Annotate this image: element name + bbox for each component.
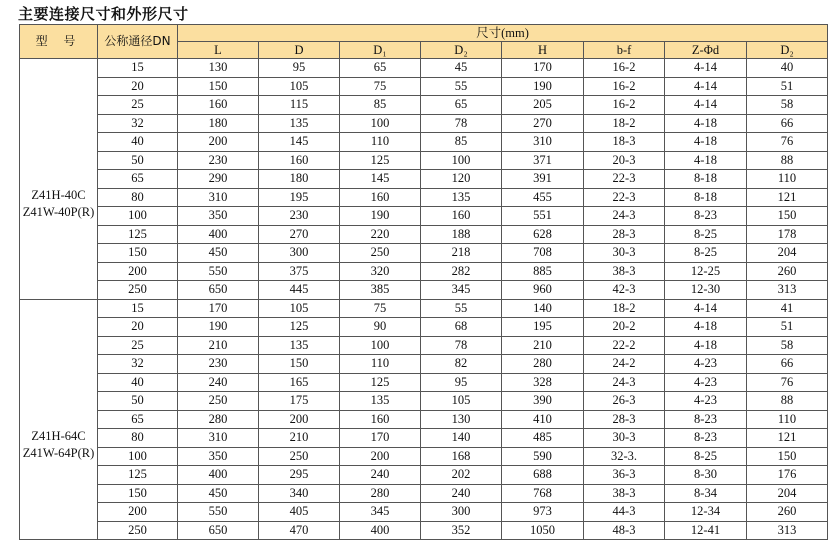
dimension-cell: 4-18	[665, 114, 747, 133]
nominal-diameter-cell: 250	[98, 521, 178, 540]
dimension-cell: 240	[178, 373, 259, 392]
dimension-cell: 270	[259, 225, 340, 244]
dimension-cell: 280	[502, 355, 584, 374]
dimension-cell: 391	[502, 170, 584, 189]
dimension-cell: 160	[178, 96, 259, 115]
dimension-cell: 175	[259, 392, 340, 411]
table-row	[20, 151, 828, 170]
dimension-cell: 100	[340, 114, 421, 133]
dimension-cell: 230	[178, 355, 259, 374]
nominal-diameter-cell: 25	[98, 96, 178, 115]
dimension-cell: 204	[747, 484, 828, 503]
dimension-cell: 160	[421, 207, 502, 226]
dimension-cell: 973	[502, 503, 584, 522]
dimension-cell: 68	[421, 318, 502, 337]
dimension-cell: 4-14	[665, 59, 747, 78]
dimension-cell: 352	[421, 521, 502, 540]
dimension-cell: 250	[178, 392, 259, 411]
dimension-cell: 650	[178, 521, 259, 540]
dimension-cell: 65	[421, 96, 502, 115]
dimension-cell: 350	[178, 207, 259, 226]
dimension-cell: 82	[421, 355, 502, 374]
dimension-cell: 180	[178, 114, 259, 133]
dimension-cell: 125	[340, 151, 421, 170]
dimension-cell: 200	[178, 133, 259, 152]
dimension-cell: 18-2	[584, 299, 665, 318]
dimension-cell: 105	[421, 392, 502, 411]
dimension-cell: 115	[259, 96, 340, 115]
dimension-cell: 90	[340, 318, 421, 337]
nominal-diameter-cell: 200	[98, 262, 178, 281]
dimension-cell: 8-23	[665, 410, 747, 429]
dimension-cell: 135	[340, 392, 421, 411]
dimension-cell: 30-3	[584, 429, 665, 448]
model-name: Z41H-64C	[31, 428, 86, 443]
model-cell	[20, 59, 98, 300]
dimension-cell: 4-14	[665, 96, 747, 115]
dimension-cell: 24-2	[584, 355, 665, 374]
dimension-cell: 55	[421, 77, 502, 96]
nominal-diameter-cell: 65	[98, 170, 178, 189]
dimension-cell: 16-2	[584, 96, 665, 115]
dimension-cell: 410	[502, 410, 584, 429]
dimensions-table	[19, 24, 828, 540]
dimension-cell: 340	[259, 484, 340, 503]
nominal-diameter-cell: 32	[98, 355, 178, 374]
dimension-cell: 22-3	[584, 170, 665, 189]
dimension-cell: 260	[747, 262, 828, 281]
dimension-cell: 160	[259, 151, 340, 170]
dimension-cell: 218	[421, 244, 502, 263]
dimension-cell: 280	[340, 484, 421, 503]
header-col-H: H	[502, 42, 584, 59]
dimension-cell: 328	[502, 373, 584, 392]
dimension-cell: 30-3	[584, 244, 665, 263]
dimension-cell: 42-3	[584, 281, 665, 300]
dimension-cell: 150	[178, 77, 259, 96]
dimension-cell: 20-3	[584, 151, 665, 170]
dimension-cell: 28-3	[584, 225, 665, 244]
dimension-cell: 32-3.	[584, 447, 665, 466]
table-row	[20, 410, 828, 429]
dimension-cell: 8-34	[665, 484, 747, 503]
dimension-cell: 85	[421, 133, 502, 152]
table-row	[20, 188, 828, 207]
dimension-cell: 105	[259, 77, 340, 96]
dimension-cell: 76	[747, 373, 828, 392]
dimension-cell: 160	[340, 410, 421, 429]
dimension-cell: 400	[178, 225, 259, 244]
table-row	[20, 392, 828, 411]
table-row	[20, 373, 828, 392]
dimension-cell: 195	[259, 188, 340, 207]
dimension-cell: 24-3	[584, 373, 665, 392]
dimension-cell: 76	[747, 133, 828, 152]
dimension-cell: 400	[340, 521, 421, 540]
dimension-cell: 12-41	[665, 521, 747, 540]
dimension-cell: 176	[747, 466, 828, 485]
model-name: Z41W-64P(R)	[22, 445, 95, 460]
dimension-cell: 36-3	[584, 466, 665, 485]
nominal-diameter-cell: 80	[98, 429, 178, 448]
nominal-diameter-cell: 20	[98, 318, 178, 337]
nominal-diameter-cell: 65	[98, 410, 178, 429]
dimension-cell: 45	[421, 59, 502, 78]
dimension-cell: 135	[259, 114, 340, 133]
dimension-cell: 24-3	[584, 207, 665, 226]
dimension-cell: 95	[421, 373, 502, 392]
dimension-cell: 205	[502, 96, 584, 115]
dimension-cell: 125	[259, 318, 340, 337]
dimension-cell: 708	[502, 244, 584, 263]
dimension-cell: 165	[259, 373, 340, 392]
dimension-cell: 4-23	[665, 373, 747, 392]
dimension-cell: 390	[502, 392, 584, 411]
dimension-cell: 150	[747, 207, 828, 226]
dimension-cell: 140	[502, 299, 584, 318]
dimension-cell: 75	[340, 299, 421, 318]
dimension-cell: 375	[259, 262, 340, 281]
nominal-diameter-cell: 50	[98, 392, 178, 411]
dimension-cell: 1050	[502, 521, 584, 540]
table-body	[20, 59, 828, 540]
dimension-cell: 455	[502, 188, 584, 207]
dimension-cell: 130	[421, 410, 502, 429]
dimension-cell: 350	[178, 447, 259, 466]
dimension-cell: 4-23	[665, 392, 747, 411]
nominal-diameter-cell: 15	[98, 59, 178, 78]
nominal-diameter-cell: 200	[98, 503, 178, 522]
dimension-cell: 4-23	[665, 355, 747, 374]
dimension-cell: 551	[502, 207, 584, 226]
dimension-cell: 8-18	[665, 188, 747, 207]
nominal-diameter-cell: 40	[98, 373, 178, 392]
dimension-cell: 18-2	[584, 114, 665, 133]
dimension-cell: 145	[340, 170, 421, 189]
dimension-cell: 12-34	[665, 503, 747, 522]
nominal-diameter-cell: 100	[98, 447, 178, 466]
dimension-cell: 16-2	[584, 59, 665, 78]
table-row	[20, 355, 828, 374]
dimension-cell: 345	[421, 281, 502, 300]
table-row	[20, 170, 828, 189]
table-row	[20, 318, 828, 337]
dimension-cell: 345	[340, 503, 421, 522]
dimension-cell: 320	[340, 262, 421, 281]
dimension-cell: 100	[340, 336, 421, 355]
dimension-cell: 371	[502, 151, 584, 170]
nominal-diameter-cell: 50	[98, 151, 178, 170]
dimension-cell: 450	[178, 484, 259, 503]
dimension-cell: 310	[178, 188, 259, 207]
dimension-cell: 22-3	[584, 188, 665, 207]
dimension-cell: 140	[421, 429, 502, 448]
dimension-cell: 38-3	[584, 484, 665, 503]
dimension-cell: 960	[502, 281, 584, 300]
dimension-cell: 51	[747, 77, 828, 96]
dimension-cell: 41	[747, 299, 828, 318]
dimension-cell: 105	[259, 299, 340, 318]
dimension-cell: 450	[178, 244, 259, 263]
dimension-cell: 18-3	[584, 133, 665, 152]
model-name: Z41W-40P(R)	[22, 205, 95, 219]
table-row	[20, 207, 828, 226]
dimension-cell: 12-30	[665, 281, 747, 300]
dimension-cell: 280	[178, 410, 259, 429]
dimension-cell: 240	[340, 466, 421, 485]
dimension-cell: 590	[502, 447, 584, 466]
header-model: 型 号	[20, 25, 98, 59]
table-row	[20, 281, 828, 300]
dimension-cell: 240	[421, 484, 502, 503]
dimension-cell: 210	[259, 429, 340, 448]
dimension-cell: 170	[502, 59, 584, 78]
nominal-diameter-cell: 150	[98, 484, 178, 503]
table-row	[20, 133, 828, 152]
dimension-cell: 66	[747, 114, 828, 133]
dimension-cell: 130	[178, 59, 259, 78]
dimension-cell: 55	[421, 299, 502, 318]
dimension-cell: 160	[340, 188, 421, 207]
dimension-cell: 310	[502, 133, 584, 152]
dimension-cell: 190	[340, 207, 421, 226]
dimension-cell: 310	[178, 429, 259, 448]
dimension-cell: 768	[502, 484, 584, 503]
dimension-cell: 8-25	[665, 244, 747, 263]
dimension-cell: 58	[747, 96, 828, 115]
nominal-diameter-cell: 100	[98, 207, 178, 226]
dimension-cell: 300	[259, 244, 340, 263]
dimension-cell: 200	[340, 447, 421, 466]
table-row	[20, 484, 828, 503]
dimension-cell: 180	[259, 170, 340, 189]
table-row	[20, 503, 828, 522]
dimension-cell: 26-3	[584, 392, 665, 411]
header-dimensions-group: 尺寸(mm)	[178, 25, 828, 42]
dimension-cell: 66	[747, 355, 828, 374]
dimension-cell: 88	[747, 392, 828, 411]
dimension-cell: 170	[178, 299, 259, 318]
dimension-cell: 40	[747, 59, 828, 78]
dimension-cell: 300	[421, 503, 502, 522]
page-title: 主要连接尺寸和外形尺寸	[18, 5, 189, 23]
dimension-cell: 51	[747, 318, 828, 337]
dimension-cell: 260	[747, 503, 828, 522]
dimension-cell: 85	[340, 96, 421, 115]
dimension-cell: 650	[178, 281, 259, 300]
dimension-cell: 313	[747, 521, 828, 540]
dimension-cell: 178	[747, 225, 828, 244]
dimension-cell: 550	[178, 503, 259, 522]
header-col-L: L	[178, 42, 259, 59]
dimension-cell: 550	[178, 262, 259, 281]
dimension-cell: 110	[747, 410, 828, 429]
dimension-cell: 78	[421, 336, 502, 355]
header-col-D2: D₂	[421, 42, 502, 59]
dimension-cell: 150	[747, 447, 828, 466]
dimension-cell: 120	[421, 170, 502, 189]
dimension-cell: 12-25	[665, 262, 747, 281]
dimension-cell: 150	[259, 355, 340, 374]
dimension-cell: 121	[747, 188, 828, 207]
table-row	[20, 77, 828, 96]
dimension-cell: 282	[421, 262, 502, 281]
table-row	[20, 114, 828, 133]
dimension-cell: 75	[340, 77, 421, 96]
dimension-cell: 195	[502, 318, 584, 337]
dimension-cell: 110	[340, 133, 421, 152]
nominal-diameter-cell: 80	[98, 188, 178, 207]
nominal-diameter-cell: 20	[98, 77, 178, 96]
dimension-cell: 290	[178, 170, 259, 189]
dimension-cell: 125	[340, 373, 421, 392]
dimension-cell: 58	[747, 336, 828, 355]
header-col-D2-outer: D₂	[747, 42, 828, 59]
nominal-diameter-cell: 150	[98, 244, 178, 263]
table-row	[20, 466, 828, 485]
nominal-diameter-cell: 15	[98, 299, 178, 318]
dimension-cell: 16-2	[584, 77, 665, 96]
table-row	[20, 336, 828, 355]
dimension-cell: 121	[747, 429, 828, 448]
dimension-cell: 22-2	[584, 336, 665, 355]
dimension-cell: 65	[340, 59, 421, 78]
dimension-cell: 28-3	[584, 410, 665, 429]
dimension-cell: 405	[259, 503, 340, 522]
table-row	[20, 96, 828, 115]
dimension-cell: 4-18	[665, 318, 747, 337]
nominal-diameter-cell: 125	[98, 225, 178, 244]
dimension-cell: 8-18	[665, 170, 747, 189]
table-row	[20, 429, 828, 448]
dimension-cell: 145	[259, 133, 340, 152]
dimension-cell: 168	[421, 447, 502, 466]
dimension-cell: 4-14	[665, 299, 747, 318]
dimension-cell: 135	[259, 336, 340, 355]
dimension-cell: 20-2	[584, 318, 665, 337]
table-row	[20, 244, 828, 263]
dimension-cell: 188	[421, 225, 502, 244]
nominal-diameter-cell: 25	[98, 336, 178, 355]
dimension-cell: 445	[259, 281, 340, 300]
dimension-cell: 210	[178, 336, 259, 355]
table-row	[20, 299, 828, 318]
table-row	[20, 225, 828, 244]
dimension-cell: 44-3	[584, 503, 665, 522]
dimension-cell: 628	[502, 225, 584, 244]
dimension-cell: 8-25	[665, 225, 747, 244]
nominal-diameter-cell: 250	[98, 281, 178, 300]
dimension-cell: 250	[340, 244, 421, 263]
dimension-cell: 135	[421, 188, 502, 207]
dimension-cell: 313	[747, 281, 828, 300]
dimension-cell: 688	[502, 466, 584, 485]
dimension-cell: 4-18	[665, 151, 747, 170]
header-col-D1: D₁	[340, 42, 421, 59]
table-row	[20, 262, 828, 281]
dimension-cell: 230	[178, 151, 259, 170]
dimension-cell: 78	[421, 114, 502, 133]
dimension-cell: 4-14	[665, 77, 747, 96]
dimension-cell: 190	[178, 318, 259, 337]
table-row	[20, 59, 828, 78]
dimension-cell: 48-3	[584, 521, 665, 540]
dimension-cell: 485	[502, 429, 584, 448]
dimension-cell: 4-18	[665, 133, 747, 152]
dimension-cell: 295	[259, 466, 340, 485]
dimension-cell: 270	[502, 114, 584, 133]
header-col-bf: b-f	[584, 42, 665, 59]
dimension-cell: 885	[502, 262, 584, 281]
dimension-cell: 210	[502, 336, 584, 355]
dimension-cell: 190	[502, 77, 584, 96]
dimension-cell: 202	[421, 466, 502, 485]
dimension-cell: 230	[259, 207, 340, 226]
dimension-cell: 8-23	[665, 429, 747, 448]
dimension-cell: 400	[178, 466, 259, 485]
model-name: Z41H-40C	[31, 188, 86, 202]
dimension-cell: 100	[421, 151, 502, 170]
dimension-cell: 88	[747, 151, 828, 170]
dimension-cell: 385	[340, 281, 421, 300]
table-row	[20, 447, 828, 466]
dimension-cell: 220	[340, 225, 421, 244]
model-cell	[20, 299, 98, 540]
dimension-cell: 8-25	[665, 447, 747, 466]
header-nominal-diameter: 公称通径DN	[98, 25, 178, 59]
dimension-cell: 170	[340, 429, 421, 448]
dimension-cell: 38-3	[584, 262, 665, 281]
header-col-zd: Z-Φd	[665, 42, 747, 59]
dimension-cell: 95	[259, 59, 340, 78]
nominal-diameter-cell: 125	[98, 466, 178, 485]
dimension-cell: 4-18	[665, 336, 747, 355]
nominal-diameter-cell: 32	[98, 114, 178, 133]
dimension-cell: 204	[747, 244, 828, 263]
dimension-cell: 250	[259, 447, 340, 466]
nominal-diameter-cell: 40	[98, 133, 178, 152]
header-col-D: D	[259, 42, 340, 59]
dimension-cell: 110	[340, 355, 421, 374]
dimension-cell: 200	[259, 410, 340, 429]
dimension-cell: 110	[747, 170, 828, 189]
dimension-cell: 8-30	[665, 466, 747, 485]
dimension-cell: 8-23	[665, 207, 747, 226]
dimension-cell: 470	[259, 521, 340, 540]
table-row	[20, 521, 828, 540]
